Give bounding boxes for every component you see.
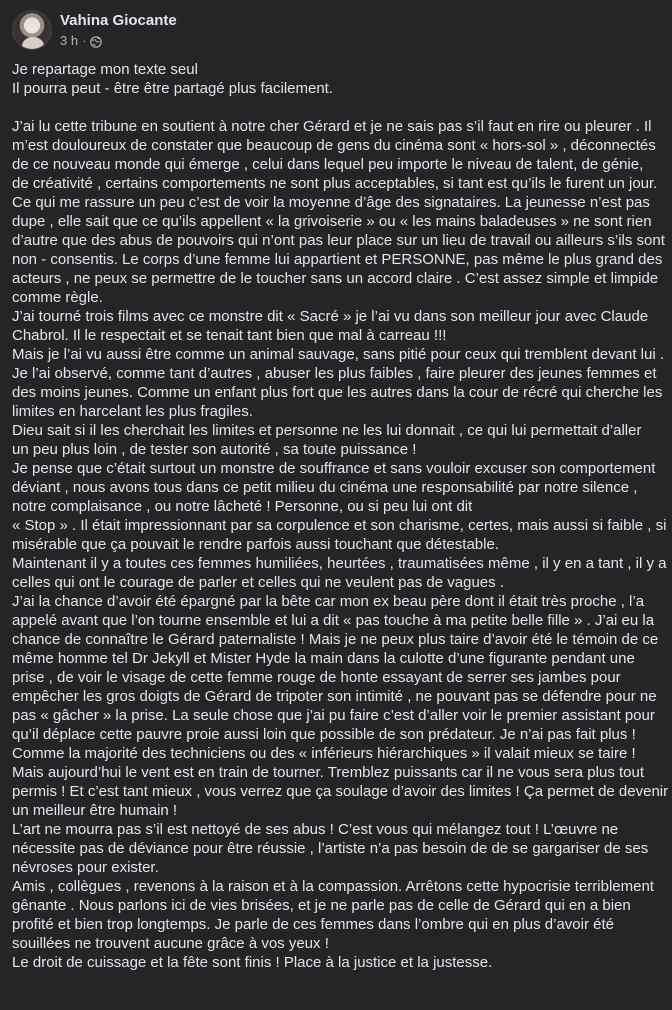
text-line: prise , de voir le visage de cette femme rouge de honte essayant de serrer ses jambes pour [12, 669, 621, 686]
post-subline [60, 32, 177, 49]
text-line: de créativité , certains comportements ne sont plus acceptables, si tant est qu’ils le furent un jour. [12, 175, 658, 192]
text-line: chance de connaître le Gérard paternaliste ! Mais je ne peux plus taire d’avoir été le témoin de ce [12, 631, 659, 648]
text-line: Maintenant il y a toutes ces femmes humiliées, heurtées , traumatisées même , il y en a tant , il y a [12, 555, 667, 572]
text-line: un peu plus loin , de tester son autorité , sa toute puissance ! [12, 441, 417, 458]
text-line: Comme la majorité des techniciens ou des « inférieurs hiérarchiques » il valait mieux se taire ! [12, 745, 636, 762]
text-line: non - consentis. Le corps d’une femme lui appartient et PERSONNE, pas même le plus grand des [12, 251, 663, 268]
separator-dot: · [82, 33, 87, 48]
post-timestamp[interactable]: 3 h [60, 33, 79, 48]
author-avatar[interactable] [12, 10, 52, 50]
text-line: misérable que ça pouvait le rendre parfois aussi touchant que détestable. [12, 536, 499, 553]
text-line: des moins jeunes. Comme un enfant plus fort que les autres dans la cour de récré qui cherche les [12, 384, 663, 401]
text-line: Je pense que c’était surtout un monstre de souffrance et sans vouloir excuser son comportement [12, 460, 656, 477]
text-line: Je l’ai observé, comme tant d’autres , abuser les plus faibles , faire pleurer des jeunes femmes et [12, 365, 657, 382]
text-line: pas « gâcher » la prise. La seule chose que j’ai pu faire c’est d’aller voir le premier assistant pour [12, 707, 655, 724]
post-header [12, 8, 177, 52]
text-line: souillées ne trouvent aucune grâce à vos yeux ! [12, 935, 329, 952]
text-line: nécessite pas de déviance pour être réussie , l’artiste n’a pas besoin de de se gargariser de ses [12, 840, 649, 857]
text-line: un meilleur être humain ! [12, 802, 178, 819]
text-line: Dieu sait si il les cherchait les limites et personne ne les lui donnait , ce qui lui permettait d’aller [12, 422, 642, 439]
text-line: Mais je l’ai vu aussi être comme un animal sauvage, sans pitié pour ceux qui tremblent devant lui . [12, 346, 664, 363]
text-line: Le droit de cuissage et la fête sont finis ! Place à la justice et la justesse. [12, 954, 493, 971]
text-line: permis ! Et c’est tant mieux , vous verrez que ça soulage d’avoir des limites ! Ça permet de devenir [12, 783, 669, 800]
post-text [12, 117, 669, 972]
text-line: L’art ne mourra pas s’il est nettoyé de ses abus ! C’est vous qui mélangez tout ! L’œuvre ne [12, 821, 619, 838]
text-line: limites en harcelant les plus fragiles. [12, 403, 253, 420]
text-line: névroses pour exister. [12, 859, 159, 876]
text-line: Mais aujourd’hui le vent est en train de tourner. Tremblez puissants car il ne vous sera plus tout [12, 764, 644, 781]
text-line: Amis , collègues , revenons à la raison et à la compassion. Arrêtons cette hypocrisie terriblement [12, 878, 654, 895]
text-line: celles qui ont le courage de parler et celles qui ne veulent pas de vagues . [12, 574, 504, 591]
post-meta [60, 11, 177, 49]
text-line: comme règle. [12, 289, 103, 306]
text-line: gênante . Nous parlons ici de vies brisées, et je ne parle pas de celle de Gérard qui en a bien [12, 897, 631, 914]
text-line: appelé avant que l’on tourne ensemble et lui a dit « pas touche à ma petite belle fille » . J’ai eu la [12, 612, 655, 629]
text-line: Chabrol. Il le respectait et se tenait tant bien que mal à carreau !!! [12, 327, 447, 344]
post-intro [12, 60, 664, 98]
globe-icon[interactable] [90, 35, 102, 47]
text-line: de ce nouveau monde qui émerge , celui dans lequel peu importe le niveau de talent, de génie, [12, 156, 644, 173]
text-line: acteurs , ne peux se permettre de le toucher sans un accord claire . C’est assez simple et limpide [12, 270, 659, 287]
text-line: J’ai la chance d’avoir été épargné par la bête car mon ex beau père dont il était très proche , l’a [12, 593, 645, 610]
text-line: m’est douloureux de constater que beaucoup de gens du cinéma sont « hors-sol » , déconnectés [12, 137, 656, 154]
author-name[interactable]: Vahina Giocante [60, 12, 177, 29]
text-line: notre complaisance , ou notre lâcheté ! Personne, ou si peu lui ont dit [12, 498, 473, 515]
text-line: d’autre que des abus de pouvoirs qui n’ont pas leur place sur un lieu de travail ou ailleurs s’ils sont [12, 232, 665, 249]
text-line: « Stop » . Il était impressionnant par sa corpulence et son charisme, certes, mais aussi si faible , si [12, 517, 667, 534]
text-line: J’ai tourné trois films avec ce monstre dit « Sacré » je l’ai vu dans son meilleur jour avec Claude [12, 308, 649, 325]
text-line: déviant , nous avons tous dans ce petit milieu du cinéma une responsabilité par notre silence , [12, 479, 638, 496]
text-line: qu’il déplace cette pauvre proie aussi loin que possible de son prédateur. Je n’ai pas fait plus ! [12, 726, 636, 743]
post-body [12, 60, 669, 972]
text-line: empêcher les gros doigts de Gérard de tripoter son intimité , ne pouvant pas se défendre pour ne [12, 688, 657, 705]
text-line: dupe , elle sait que ce qu’ils appellent « la grivoiserie » ou « les mains baladeuses » ne sont rien [12, 213, 652, 230]
text-line: J’ai lu cette tribune en soutient à notre cher Gérard et je ne sais pas s’il faut en rire ou pleurer . Il [12, 118, 652, 135]
text-line: Je repartage mon texte seul [12, 61, 198, 78]
text-line: Ce qui me rassure un peu c’est de voir la moyenne d’âge des signataires. La jeunesse n’est pas [12, 194, 650, 211]
text-line: même homme tel Dr Jekyll et Mister Hyde la main dans la culotte d’une figurante pendant une [12, 650, 635, 667]
text-line: profité et bien trop longtemps. Je parle de ces femmes dans l’ombre qui en plus d’avoir été [12, 916, 614, 933]
text-line: Il pourra peut - être être partagé plus facilement. [12, 80, 334, 97]
